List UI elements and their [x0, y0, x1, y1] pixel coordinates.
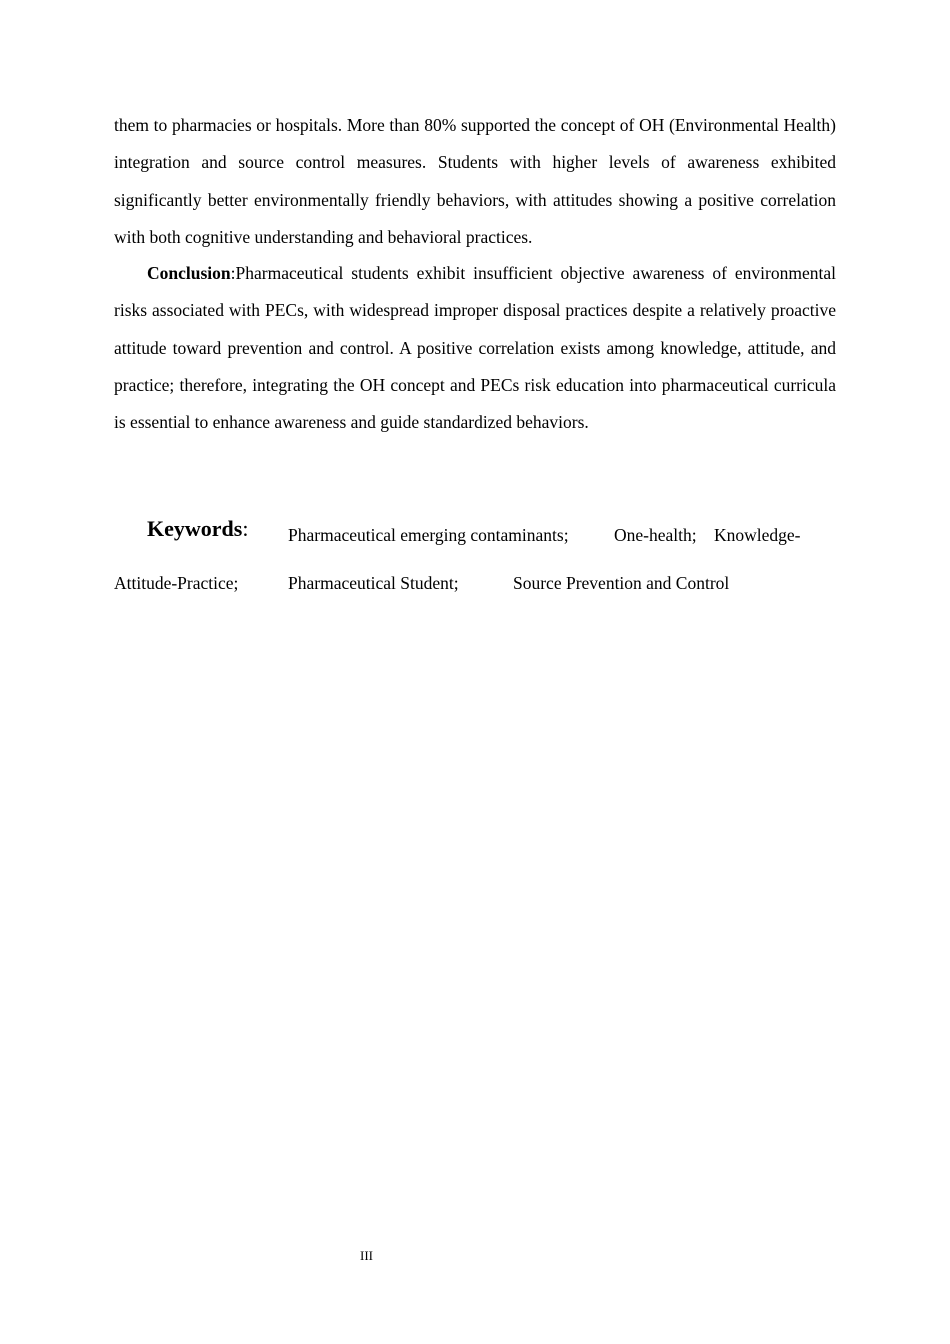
keyword-item: Knowledge- [714, 525, 801, 545]
keyword-item: One-health; [614, 525, 697, 545]
keyword-item: Pharmaceutical emerging contaminants; [288, 525, 569, 545]
keyword-item: Pharmaceutical Student; [288, 573, 459, 593]
conclusion-label: Conclusion [147, 263, 231, 283]
keywords-label: Keywords [147, 516, 243, 541]
page-number: III [360, 1248, 373, 1263]
conclusion-text: :Pharmaceutical students exhibit insufficient objective awareness of environmental risks associated with PECs, with widespread improper disposal practices despite a relatively proactive attitude toward prevention and control. A positive correlation exists among knowledge, attitude, and practice; therefore, integrating the OH concept and PECs risk education into pharmaceutical curricula is essential to enhance awareness and guide standardized behaviors. [114, 263, 836, 433]
abstract-paragraph-results: them to pharmacies or hospitals. More than 80% supported the concept of OH (Environmental Health) integration and source control measures. Students with higher levels of awareness exhibited significantly better environmentally friendly behaviors, with attitudes showing a positive correlation with both cognitive understanding and behavioral practices. [114, 115, 836, 247]
keywords-heading [147, 516, 248, 542]
abstract-paragraph-conclusion [114, 255, 836, 441]
keyword-item: Source Prevention and Control [513, 573, 730, 593]
keyword-item: Attitude-Practice; [114, 573, 239, 593]
keywords-colon: : [242, 516, 249, 541]
